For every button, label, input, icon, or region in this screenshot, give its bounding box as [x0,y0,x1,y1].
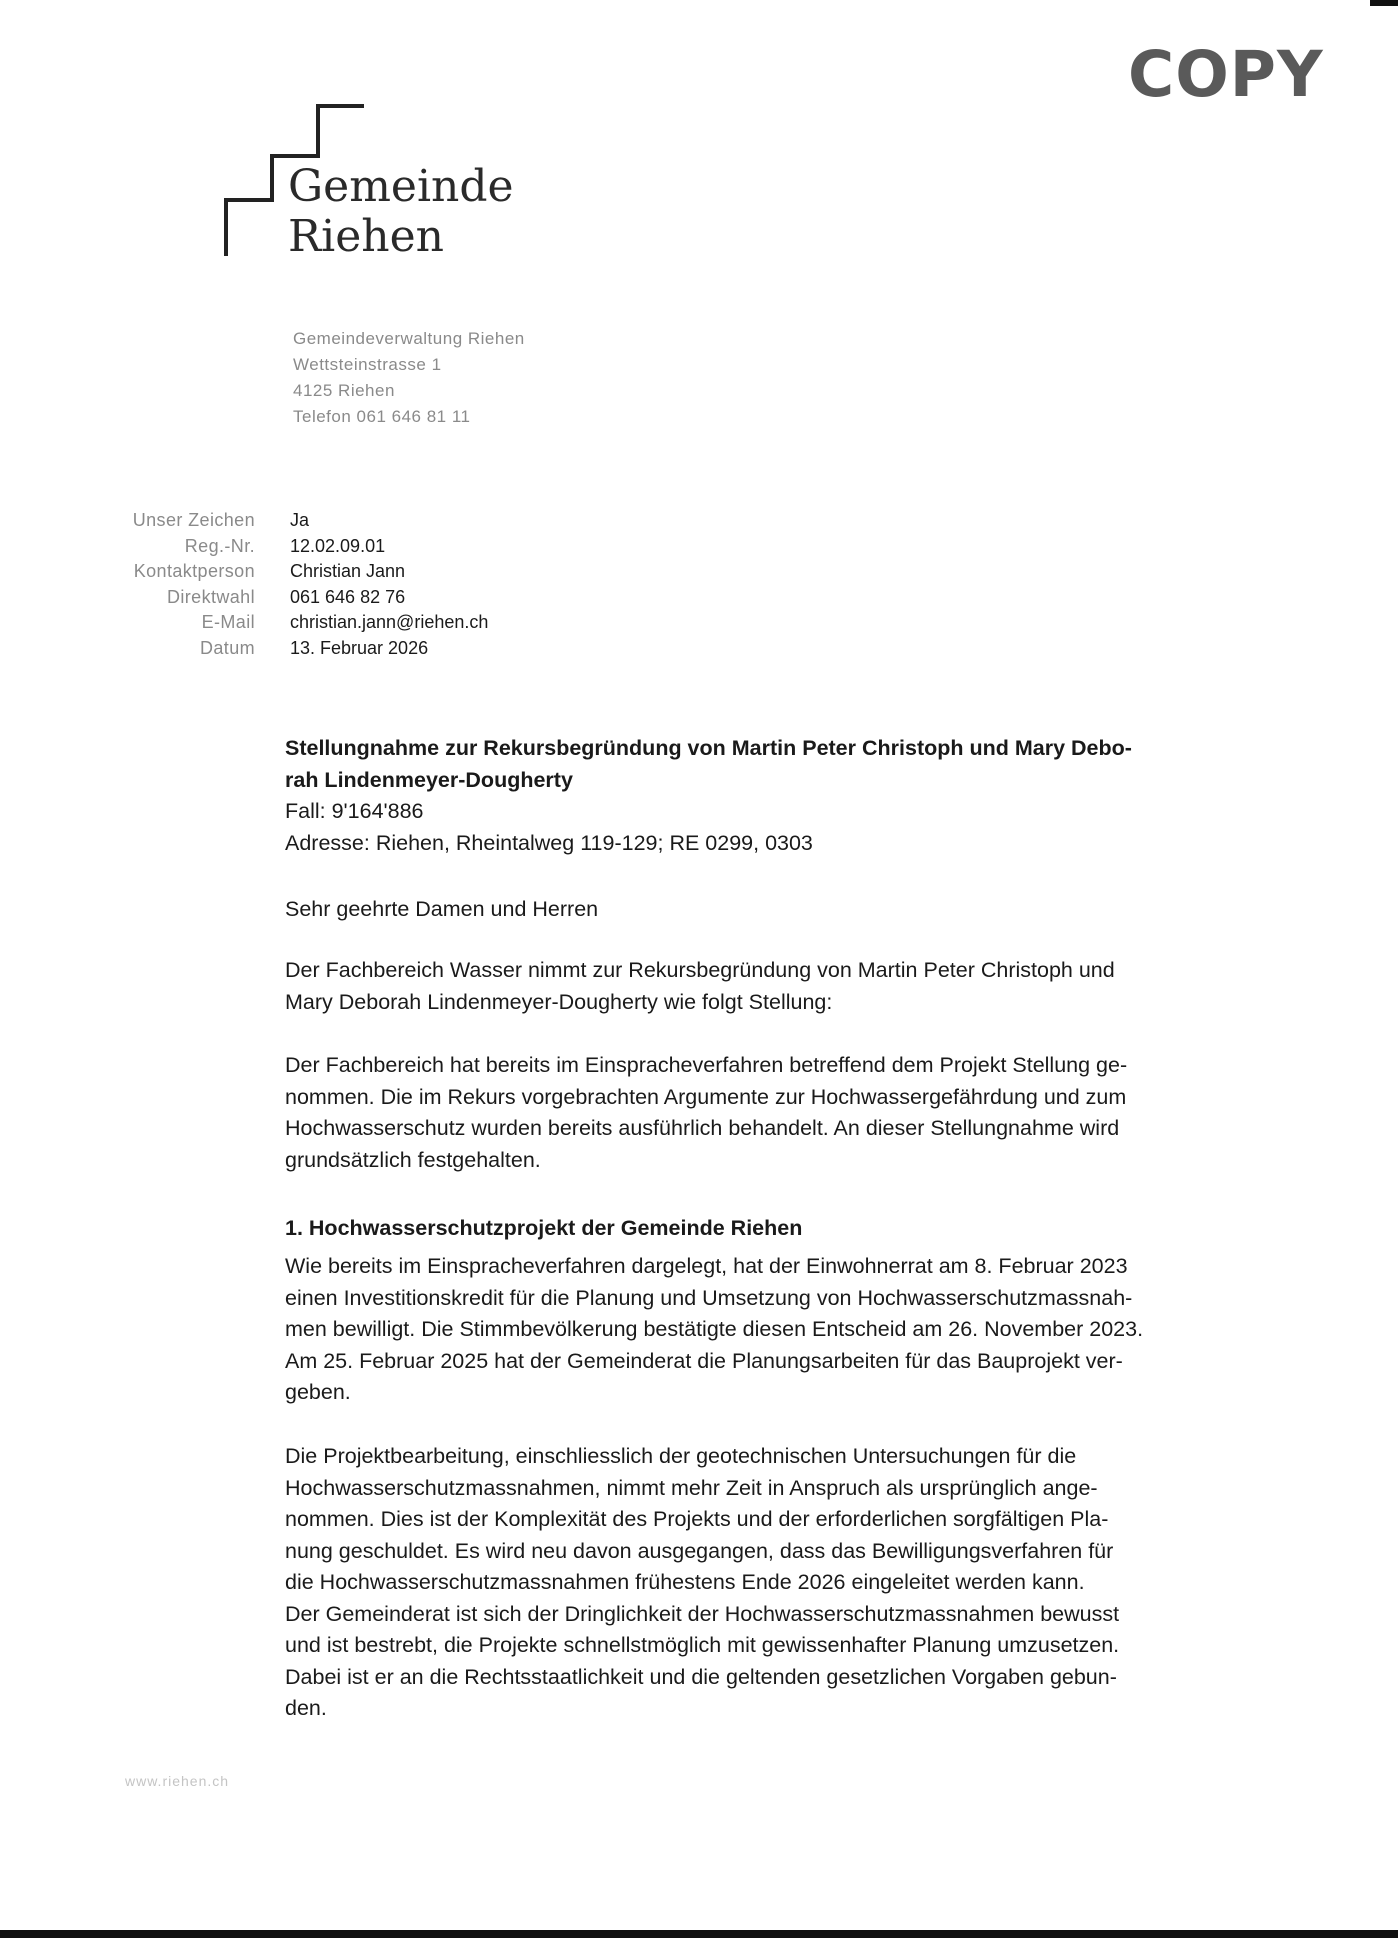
salutation: Sehr geehrte Damen und Herren [285,897,599,921]
text-line: Hochwasserschutzmassnahmen, nimmt mehr Zeit in Anspruch als ursprünglich ange- [285,1475,1098,1500]
subject-title-line: Stellungnahme zur Rekursbegründung von Martin Peter Christoph und Mary Debo- [285,736,1132,760]
text-line: Dabei ist er an die Rechtsstaatlichkeit und die geltenden gesetzlichen Vorgaben gebun- [285,1664,1117,1689]
scan-bottom-edge [0,1930,1398,1938]
text-line: Mary Deborah Lindenmeyer-Dougherty wie folgt Stellung: [285,989,833,1014]
sender-line: Gemeindeverwaltung Riehen [293,329,525,348]
text-line: nung geschuldet. Es wird neu davon ausgegangen, dass das Bewilligungsverfahren für [285,1538,1114,1563]
text-line: und ist bestrebt, die Projekte schnellstmöglich mit gewissenhafter Planung umzusetzen. [285,1633,1120,1657]
section-heading: 1. Hochwasserschutzprojekt der Gemeinde Riehen [285,1216,803,1240]
meta-label: Kontaktperson [133,561,255,582]
scan-corner-mark [1370,0,1398,6]
text-line: Der Gemeinderat ist sich der Dringlichkeit der Hochwasserschutzmassnahmen bewusst [285,1601,1120,1626]
case-number: Fall: 9'164'886 [285,799,424,823]
text-line: Am 25. Februar 2025 hat der Gemeinderat die Planungsarbeiten für das Bauprojekt ver- [285,1348,1123,1373]
text-line: grundsätzlich festgehalten. [285,1147,541,1172]
meta-row-reg-nr [100,534,488,560]
gemeinde-riehen-logo [210,100,550,270]
property-address: Adresse: Riehen, Rheintalweg 119-129; RE 0299, 0303 [285,830,813,855]
subject-title-line: rah Lindenmeyer-Dougherty [285,767,573,792]
text-line: Wie bereits im Einspracheverfahren dargelegt, hat der Einwohnerrat am 8. Februar 2023 [285,1254,1128,1278]
meta-row-direktwahl [100,585,488,611]
text-line: nommen. Die im Rekurs vorgebrachten Argumente zur Hochwassergefährdung und zum [285,1084,1127,1109]
subject-block [285,733,1275,859]
text-line: die Hochwasserschutzmassnahmen frühestens Ende 2026 eingeleitet werden kann. [285,1570,1085,1594]
meta-value: 061 646 82 76 [290,586,406,607]
logo-line-gemeinde: Gemeinde [288,161,514,212]
meta-row-unser-zeichen [100,508,488,534]
sender-address [293,326,525,430]
text-line: Hochwasserschutz wurden bereits ausführlich behandelt. An dieser Stellungnahme wird [285,1116,1120,1140]
sender-line: 4125 Riehen [293,381,395,400]
text-line: einen Investitionskredit für die Planung und Umsetzung von Hochwasserschutzmassnah- [285,1285,1133,1310]
meta-label: Datum [199,637,255,658]
meta-label: Reg.-Nr. [184,535,255,556]
reference-block [100,508,488,662]
meta-label: Direktwahl [166,586,255,607]
text-line: geben. [285,1380,351,1404]
footer-website: www.riehen.ch [125,1773,230,1789]
meta-row-datum [100,636,488,662]
text-line: den. [285,1696,327,1720]
sender-line: Telefon 061 646 81 11 [293,407,471,426]
meta-value: Ja [290,510,310,530]
copy-stamp: COPY [1128,38,1324,111]
text-line: Die Projektbearbeitung, einschliesslich der geotechnischen Untersuchungen für die [285,1444,1077,1468]
logo-line-riehen: Riehen [288,211,444,262]
meta-row-kontaktperson [100,559,488,585]
paragraph-project-history [285,1251,1275,1409]
text-line: Der Fachbereich Wasser nimmt zur Rekursbegründung von Martin Peter Christoph und [285,958,1115,982]
text-line: Der Fachbereich hat bereits im Einspracheverfahren betreffend dem Projekt Stellung ge- [285,1053,1128,1077]
meta-value: 12.02.09.01 [290,535,386,556]
meta-row-email [100,610,488,636]
paragraph-previous-statement [285,1050,1275,1176]
meta-value: Christian Jann [290,561,406,582]
meta-label: E-Mail [201,612,255,633]
paragraph-project-status [285,1441,1275,1725]
paragraph-intro [285,955,1275,1018]
text-line: men bewilligt. Die Stimmbevölkerung bestätigte diesen Entscheid am 26. November 2023. [285,1317,1144,1341]
meta-value: 13. Februar 2026 [290,637,429,658]
text-line: nommen. Dies ist der Komplexität des Projekts und der erforderlichen sorgfältigen Pla- [285,1507,1109,1531]
meta-label: Unser Zeichen [132,510,255,530]
sender-line: Wettsteinstrasse 1 [293,355,442,374]
meta-value: christian.jann@riehen.ch [290,612,489,633]
